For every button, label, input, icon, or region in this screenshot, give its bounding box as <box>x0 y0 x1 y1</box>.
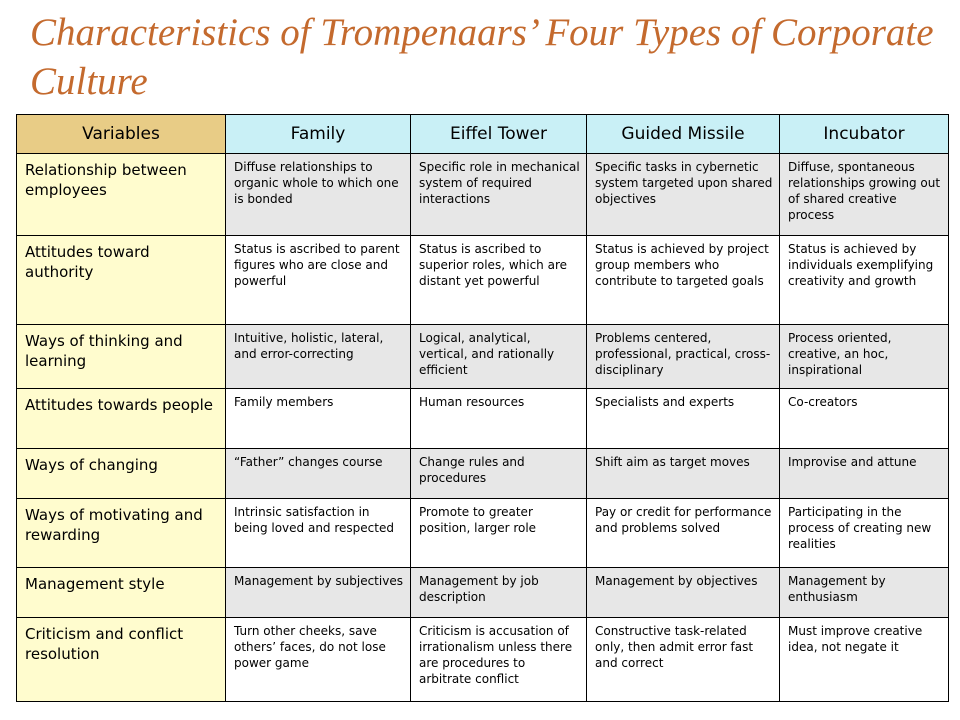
row-label: Management style <box>17 568 226 618</box>
table-cell: Participating in the process of creating new realities <box>780 499 949 568</box>
header-guided-missile: Guided Missile <box>587 115 780 154</box>
table-cell: Specific role in mechanical system of required interactions <box>411 154 587 236</box>
table-cell: Must improve creative idea, not negate it <box>780 618 949 702</box>
table-cell: Diffuse relationships to organic whole to which one is bonded <box>226 154 411 236</box>
header-eiffel-tower: Eiffel Tower <box>411 115 587 154</box>
table-row <box>17 325 949 389</box>
row-label: Ways of thinking and learning <box>17 325 226 389</box>
row-label: Relationship between employees <box>17 154 226 236</box>
table-cell: Change rules and procedures <box>411 449 587 499</box>
header-family: Family <box>226 115 411 154</box>
table-cell: Human resources <box>411 389 587 449</box>
table-header-row <box>17 115 949 154</box>
table-cell: Status is achieved by project group members who contribute to targeted goals <box>587 236 780 325</box>
table-cell: Management by enthusiasm <box>780 568 949 618</box>
table-cell: Management by job description <box>411 568 587 618</box>
table-cell: “Father” changes course <box>226 449 411 499</box>
table-row <box>17 236 949 325</box>
slide-title: Characteristics of Trompenaars’ Four Types of Corporate Culture <box>30 11 934 103</box>
table-cell: Pay or credit for performance and problems solved <box>587 499 780 568</box>
row-label: Criticism and conflict resolution <box>17 618 226 702</box>
table-row <box>17 154 949 236</box>
table-cell: Status is achieved by individuals exemplifying creativity and growth <box>780 236 949 325</box>
table-cell: Criticism is accusation of irrationalism unless there are procedures to arbitrate conflict <box>411 618 587 702</box>
row-label: Attitudes toward authority <box>17 236 226 325</box>
header-incubator: Incubator <box>780 115 949 154</box>
table-row <box>17 568 949 618</box>
row-label: Attitudes towards people <box>17 389 226 449</box>
table-row <box>17 389 949 449</box>
table-cell: Status is ascribed to parent figures who are close and powerful <box>226 236 411 325</box>
table-cell: Problems centered, professional, practical, cross-disciplinary <box>587 325 780 389</box>
table-cell: Management by objectives <box>587 568 780 618</box>
table-cell: Shift aim as target moves <box>587 449 780 499</box>
table-cell: Diffuse, spontaneous relationships growing out of shared creative process <box>780 154 949 236</box>
table-cell: Logical, analytical, vertical, and rationally efficient <box>411 325 587 389</box>
header-variables: Variables <box>17 115 226 154</box>
table-cell: Specialists and experts <box>587 389 780 449</box>
table-cell: Intrinsic satisfaction in being loved and respected <box>226 499 411 568</box>
table-cell: Specific tasks in cybernetic system targeted upon shared objectives <box>587 154 780 236</box>
culture-types-table <box>16 114 949 702</box>
table-cell: Family members <box>226 389 411 449</box>
table-row <box>17 618 949 702</box>
table-cell: Management by subjectives <box>226 568 411 618</box>
table-cell: Improvise and attune <box>780 449 949 499</box>
table-cell: Turn other cheeks, save others’ faces, do not lose power game <box>226 618 411 702</box>
table-cell: Promote to greater position, larger role <box>411 499 587 568</box>
table-row <box>17 449 949 499</box>
table-row <box>17 499 949 568</box>
table-cell: Intuitive, holistic, lateral, and error-correcting <box>226 325 411 389</box>
row-label: Ways of changing <box>17 449 226 499</box>
table-cell: Status is ascribed to superior roles, which are distant yet powerful <box>411 236 587 325</box>
table-cell: Process oriented, creative, an hoc, inspirational <box>780 325 949 389</box>
row-label: Ways of motivating and rewarding <box>17 499 226 568</box>
table-cell: Co-creators <box>780 389 949 449</box>
table-cell: Constructive task-related only, then admit error fast and correct <box>587 618 780 702</box>
